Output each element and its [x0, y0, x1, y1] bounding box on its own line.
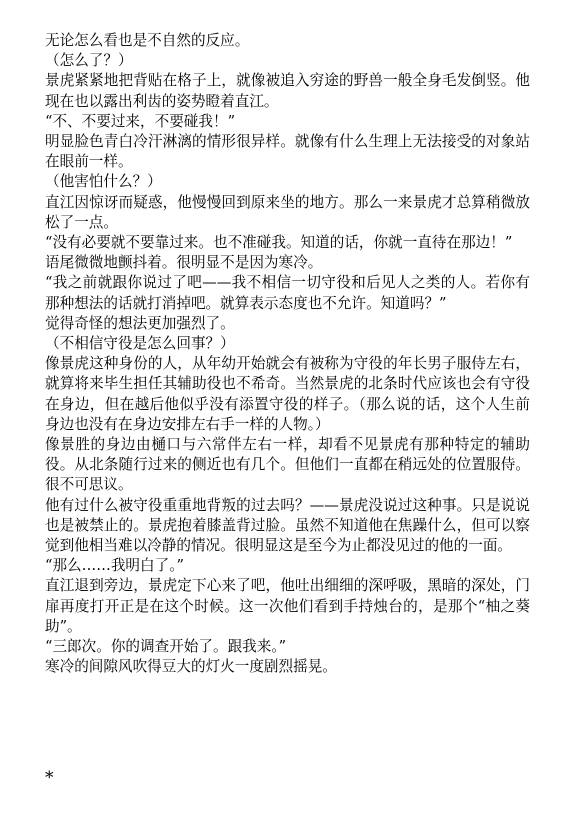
paragraph: 明显脸色青白冷汗淋漓的情形很异样。就像有什么生理上无法接受的对象站在眼前一样。: [45, 133, 530, 171]
paragraph: “我之前就跟你说过了吧——我不相信一切守役和后见人之类的人。若你有那种想法的话就打消掉吧。就算表示态度也不允许。知道吗？”: [45, 274, 530, 312]
paragraph: “不、不要过来，不要碰我！”: [45, 112, 236, 130]
paragraph: “那么……我明白了。”: [45, 557, 184, 575]
paragraph: （不相信守役是怎么回事？）: [45, 335, 235, 353]
text-body: [45, 31, 530, 678]
paragraph: 景虎紧紧地把背贴在格子上，就像被追入穷途的野兽一般全身毛发倒竖。他现在也以露出利齿的姿势瞪着直江。: [45, 72, 530, 110]
paragraph: 寒冷的间隙风吹得豆大的灯火一度剧烈摇晃。: [45, 658, 337, 676]
section-separator: *: [45, 768, 54, 788]
paragraph: “没有必要就不要靠过来。也不准碰我。知道的话，你就一直待在那边！”: [45, 234, 513, 252]
paragraph: （怎么了？）: [45, 52, 133, 70]
paragraph: 他有过什么被守役重重地背叛的过去吗？——景虎没说过这种事。只是说说也是被禁止的。景虎抱着膝盖背过脸。虽然不知道他在焦躁什么，但可以察觉到他相当难以冷静的情况。很明显这是至今为止都没见过的他的一面。: [45, 496, 530, 555]
paragraph: 觉得奇怪的想法更加强烈了。: [45, 314, 235, 332]
paragraph: 直江退到旁边，景虎定下心来了吧，他吐出细细的深呼吸，黑暗的深处，门扉再度打开正是在这个时候。这一次他们看到手持烛台的，是那个“柚之葵助”。: [45, 577, 530, 635]
paragraph: 像景胜的身边由樋口与六常伴左右一样，却看不见景虎有那种特定的辅助役。从北条随行过来的侧近也有几个。但他们一直都在稍远处的位置服侍。很不可思议。: [45, 436, 530, 494]
paragraph: 直江因惊讶而疑惑，他慢慢回到原来坐的地方。那么一来景虎才总算稍微放松了一点。: [45, 193, 530, 231]
paragraph: “三郎次。你的调查开始了。跟我来。”: [45, 638, 287, 656]
paragraph: （他害怕什么？）: [45, 173, 162, 191]
paragraph: 语尾微微地颤抖着。很明显不是因为寒冷。: [45, 254, 323, 272]
paragraph: 无论怎么看也是不自然的反应。: [45, 32, 250, 49]
paragraph: 像景虎这种身份的人，从年幼开始就会有被称为守役的年长男子服侍左右，就算将来毕生担任其辅助役也不希奇。当然景虎的北条时代应该也会有守役在身边，但在越后他似乎没有添置守役的样子。（那么说的话，这个人生前身边也没有在身边安排左右手一样的人物。）: [45, 355, 530, 433]
